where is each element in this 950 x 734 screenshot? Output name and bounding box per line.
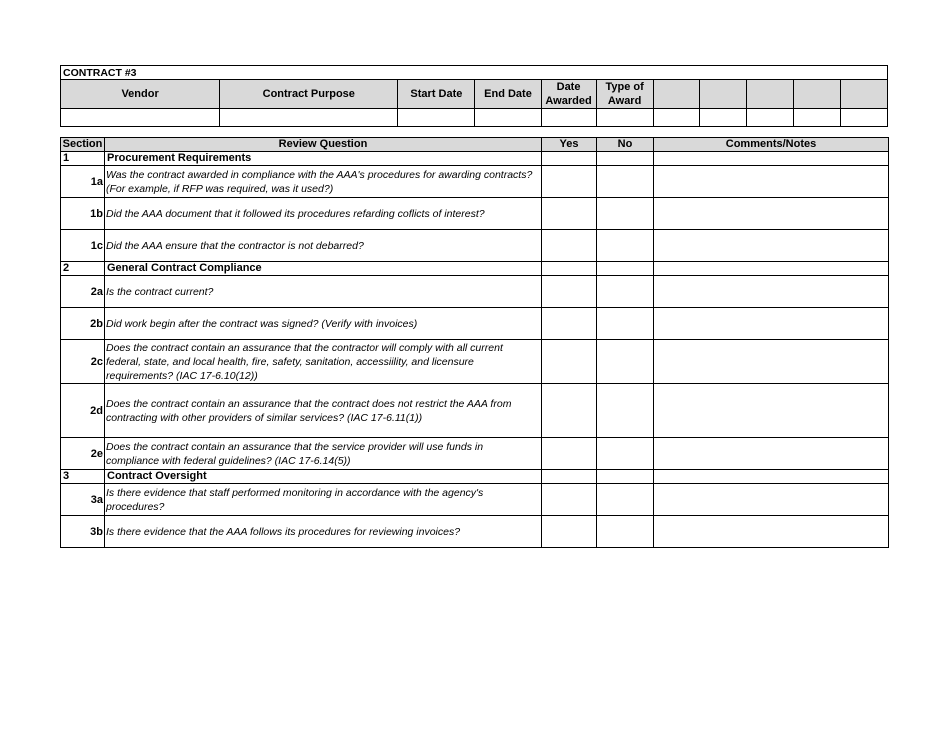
vendor-cell[interactable] [61,109,220,127]
section-number: 1 [61,152,105,166]
extra-cell[interactable] [840,109,887,127]
question-id: 1c [61,230,105,262]
section-title: General Contract Compliance [105,262,542,276]
contract-purpose-cell[interactable] [220,109,398,127]
question-id: 2b [61,308,105,340]
review-table [60,137,889,548]
date-awarded-line1: Date [556,81,581,93]
contract-table [60,65,888,127]
question-row [61,308,889,340]
question-text: Was the contract awarded in compliance with the AAA's procedures for awarding contracts? (For example, if RFP was required, was it used?) [105,166,542,198]
yes-cell[interactable] [542,276,597,308]
start-date-cell[interactable] [398,109,475,127]
blank-header [699,80,746,109]
date-awarded-header [541,80,596,109]
question-text: Is there evidence that the AAA follows its procedures for reviewing invoices? [105,516,542,548]
type-of-award-header [596,80,653,109]
question-id: 2e [61,438,105,470]
blank-header [746,80,793,109]
extra-cell[interactable] [699,109,746,127]
question-id: 1a [61,166,105,198]
question-id: 1b [61,198,105,230]
section-number: 2 [61,262,105,276]
yes-cell[interactable] [542,438,597,470]
comments-cell[interactable] [654,384,889,438]
question-row [61,166,889,198]
date-awarded-cell[interactable] [541,109,596,127]
no-cell[interactable] [597,438,654,470]
question-row [61,516,889,548]
extra-cell[interactable] [746,109,793,127]
review-header-row [61,138,889,152]
comments-cell[interactable] [654,166,889,198]
comments-header: Comments/Notes [654,138,889,152]
blank-header [653,80,699,109]
question-text: Does the contract contain an assurance that the service provider will use funds in compliance with federal guidelines? (IAC 17-6.14(5)) [105,438,542,470]
question-row [61,484,889,516]
section-title: Procurement Requirements [105,152,542,166]
contract-purpose-header: Contract Purpose [220,80,398,109]
end-date-cell[interactable] [475,109,541,127]
type-of-award-cell[interactable] [596,109,653,127]
question-id: 2c [61,340,105,384]
yes-cell[interactable] [542,308,597,340]
end-date-header: End Date [475,80,541,109]
no-cell[interactable] [597,308,654,340]
question-row [61,340,889,384]
section-header: Section [61,138,105,152]
vendor-header: Vendor [61,80,220,109]
yes-cell[interactable] [542,198,597,230]
contract-entry-row [61,109,888,127]
yes-cell[interactable] [542,384,597,438]
question-id: 2d [61,384,105,438]
section-title: Contract Oversight [105,470,542,484]
section-row [61,470,889,484]
yes-cell[interactable] [542,484,597,516]
no-cell[interactable] [597,166,654,198]
no-cell[interactable] [597,198,654,230]
question-text: Did work begin after the contract was signed? (Verify with invoices) [105,308,542,340]
question-id: 3b [61,516,105,548]
section-number: 3 [61,470,105,484]
comments-cell[interactable] [654,340,889,384]
comments-cell[interactable] [654,230,889,262]
comments-cell[interactable] [654,276,889,308]
question-id: 2a [61,276,105,308]
extra-cell[interactable] [793,109,840,127]
yes-cell[interactable] [542,166,597,198]
question-text: Did the AAA ensure that the contractor is not debarred? [105,230,542,262]
type-of-award-line2: Award [607,95,642,107]
question-text: Is there evidence that staff performed monitoring in accordance with the agency's procedures? [105,484,542,516]
section-row [61,262,889,276]
question-text: Is the contract current? [105,276,542,308]
no-cell[interactable] [597,516,654,548]
comments-cell[interactable] [654,198,889,230]
yes-cell[interactable] [542,230,597,262]
no-cell[interactable] [597,384,654,438]
contract-title: CONTRACT #3 [61,66,888,80]
question-text: Does the contract contain an assurance that the contractor will comply with all current federal, state, and local health, fire, safety, sanitation, accessiility, and licensure requirements? (IAC 17-6.10(12)) [105,340,542,384]
extra-cell[interactable] [653,109,699,127]
question-row [61,438,889,470]
type-of-award-line1: Type of [605,81,644,93]
comments-cell[interactable] [654,484,889,516]
blank-header [840,80,887,109]
review-question-header: Review Question [105,138,542,152]
blank-header [793,80,840,109]
yes-header: Yes [542,138,597,152]
yes-cell[interactable] [542,516,597,548]
comments-cell[interactable] [654,438,889,470]
question-id: 3a [61,484,105,516]
comments-cell[interactable] [654,308,889,340]
section-row [61,152,889,166]
comments-cell[interactable] [654,516,889,548]
no-cell[interactable] [597,484,654,516]
question-row [61,230,889,262]
start-date-header: Start Date [398,80,475,109]
question-row [61,384,889,438]
date-awarded-line2: Awarded [545,95,592,107]
no-cell[interactable] [597,340,654,384]
question-text: Does the contract contain an assurance that the contract does not restrict the AAA from contracting with other providers of similar services? (IAC 17-6.11(1)) [105,384,542,438]
no-header: No [597,138,654,152]
no-cell[interactable] [597,276,654,308]
yes-cell[interactable] [542,340,597,384]
no-cell[interactable] [597,230,654,262]
question-text: Did the AAA document that it followed its procedures refarding coflicts of interest? [105,198,542,230]
question-row [61,198,889,230]
question-row [61,276,889,308]
